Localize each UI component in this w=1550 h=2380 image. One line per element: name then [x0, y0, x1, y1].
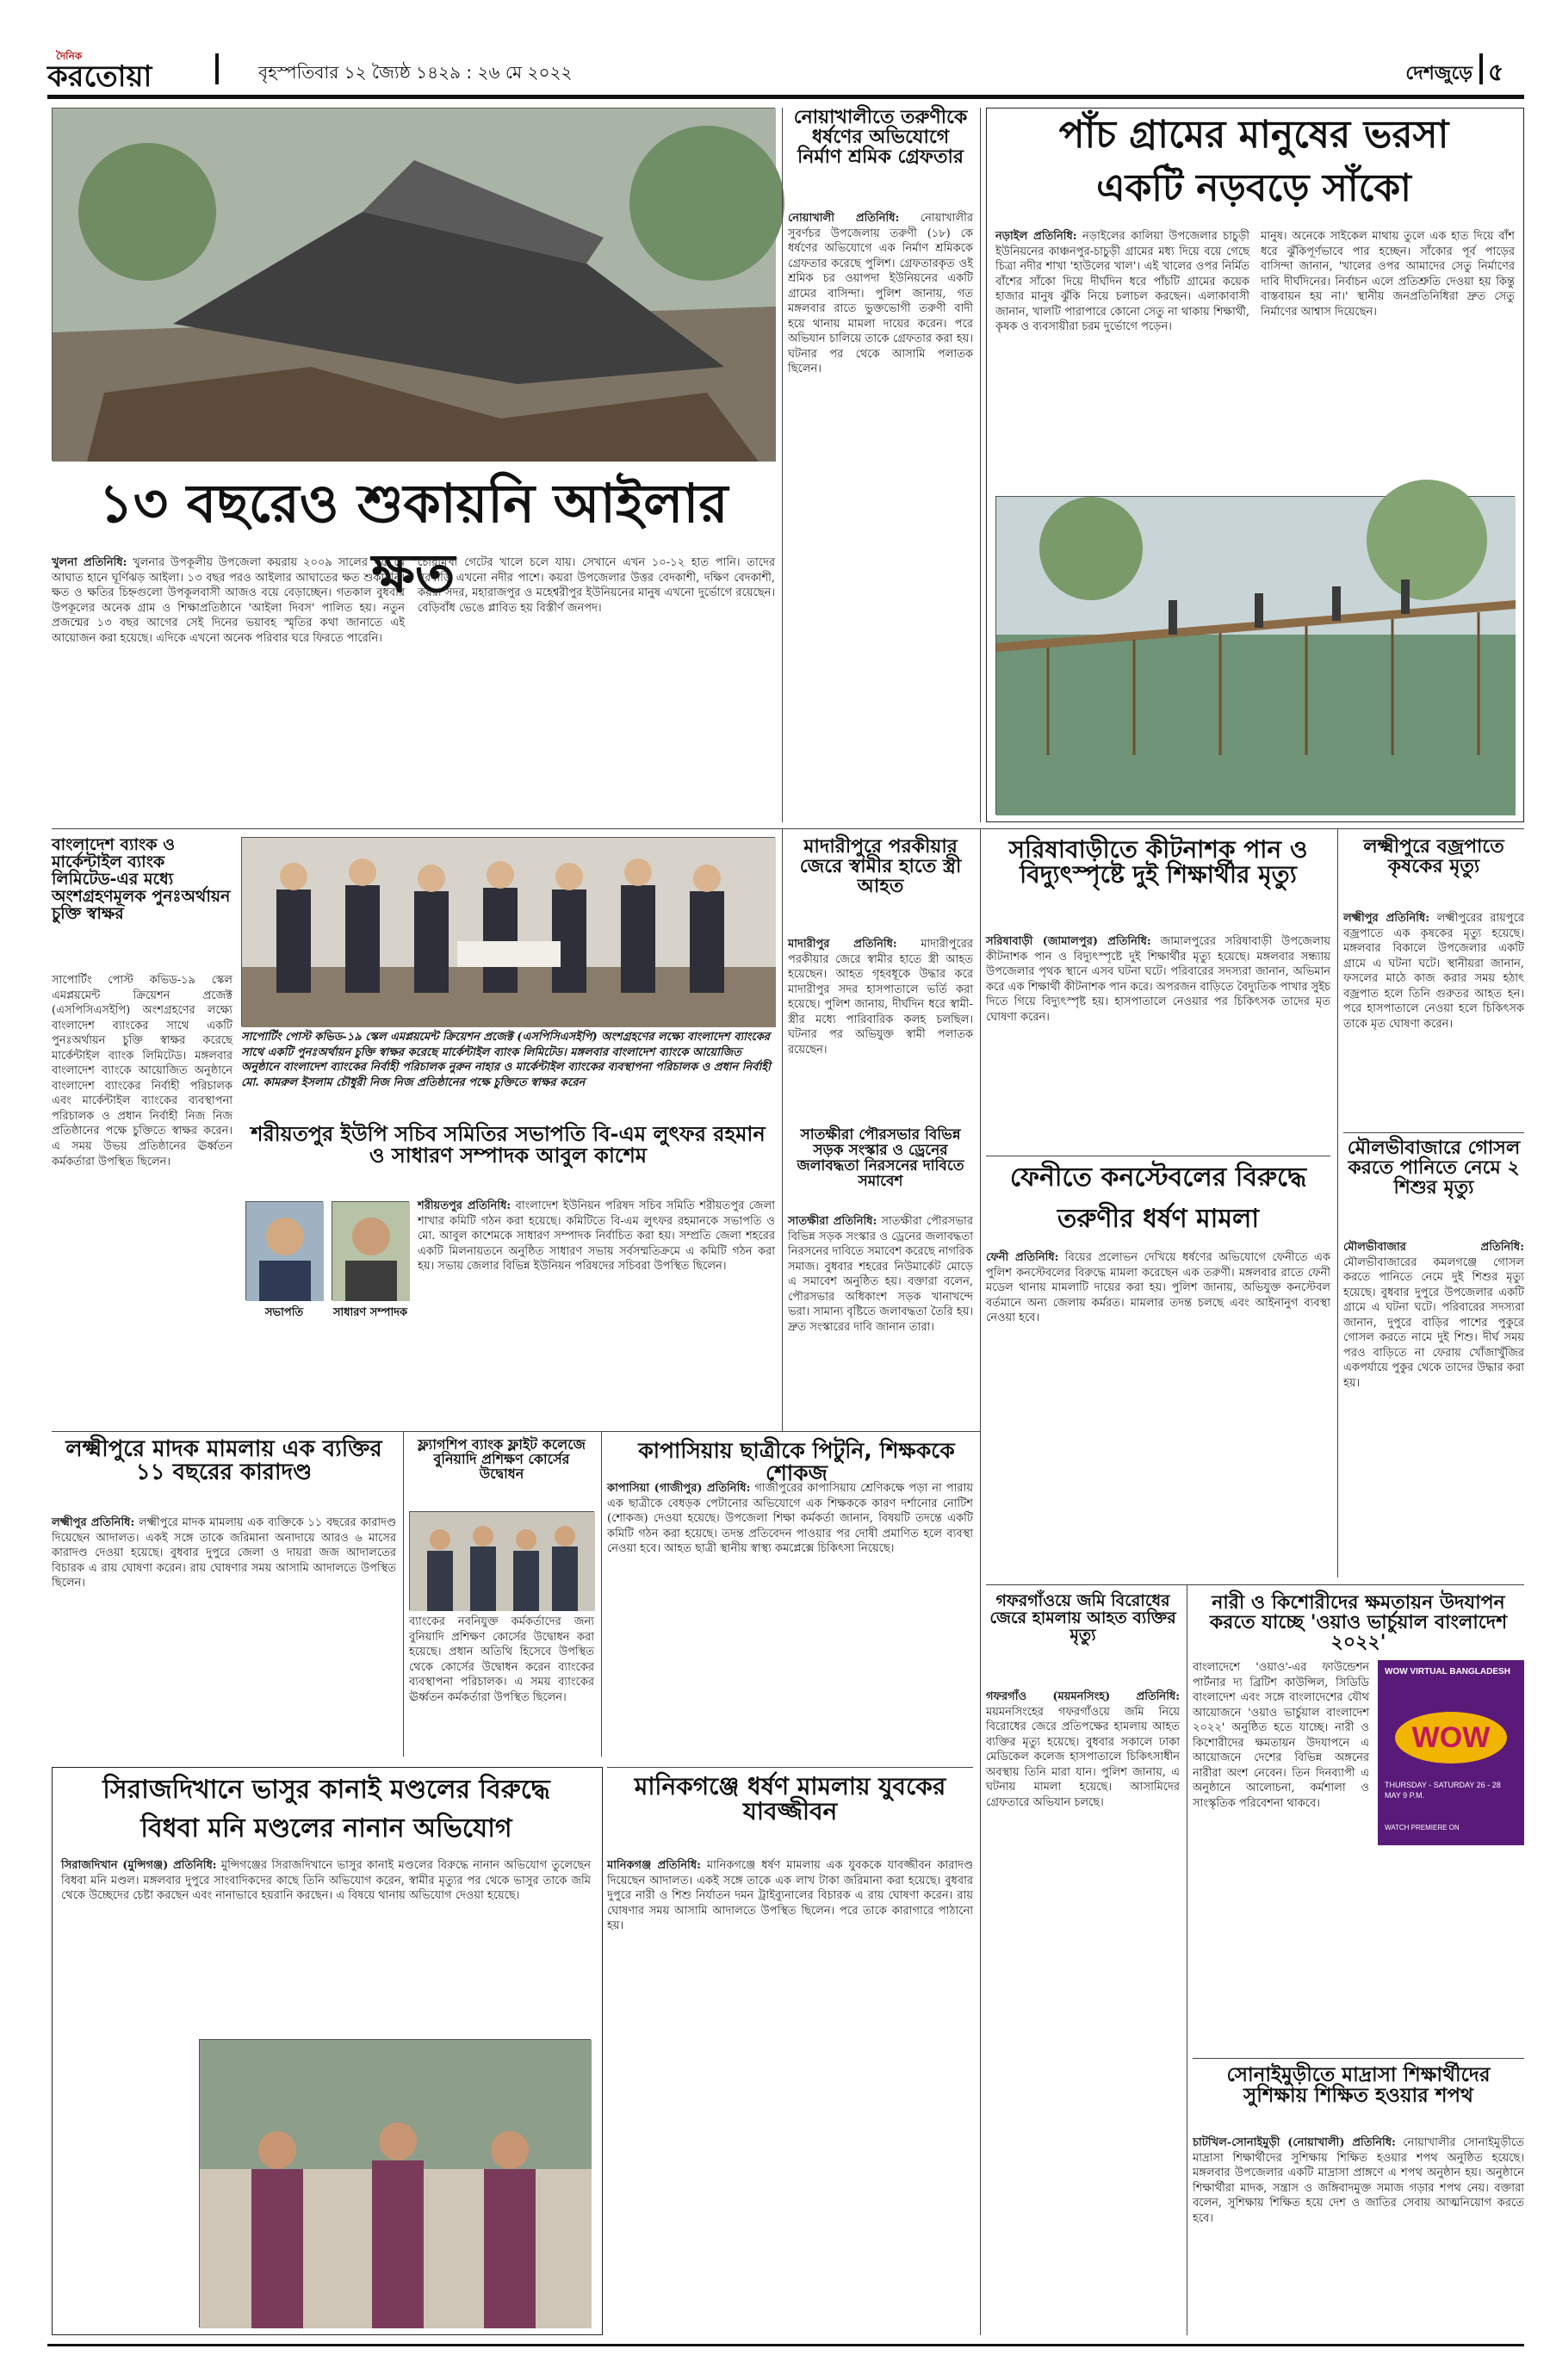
col-rule-5	[1337, 828, 1338, 1577]
lightning-headline: লক্ষ্মীপুরে বজ্রপাতে কৃষকের মৃত্যু	[1363, 836, 1504, 878]
drug-text: লক্ষ্মীপুরে মাদক মামলায় এক ব্যক্তিকে ১১ বছরের কারাদণ্ড দিয়েছেন আদালত। একই সঙ্গে তাকে জরিমানা অনাদায়ে আরও ৬ মাসের কারাদণ্ড দেওয়া হয়েছে। বুধবার দুপুরে জেলা ও দায়রা জজ আদালতের বিচারক এ রায় ঘোষণা করেন। রায় ঘোষণার সময় আসামি আদালতে উপস্থিত ছিলেন।	[52, 1516, 396, 1590]
aila-photo	[52, 108, 775, 461]
madaripur-byline: মাদারীপুর প্রতিনিধি:	[788, 938, 897, 951]
sirajdikhan-text: মুন্সিগঞ্জের সিরাজদিখানে ভাসুর কানাই মণ্ডলের বিরুদ্ধে নানান অভিযোগ তুলেছেন বিধবা মনি মণ্ডল। মঙ্গলবার দুপুরে সাংবাদিকদের কাছে তিনি অভিযোগ করেন, স্বামীর মৃত্যুর পর থেকে ভাসুর তাকে জমি থেকে উচ্ছেদের চেষ্টা করছেন এবং নানাভাবে হয়রানি করছেন। এ বিষয়ে থানায় অভিযোগ দেওয়া হয়েছে।	[61, 1859, 591, 1903]
bridge-headline-2: একটি নড়বড়ে সাঁকো	[1096, 166, 1411, 210]
aila-body-col1	[52, 555, 405, 822]
shariatpur-photo-1-label: সভাপতি	[264, 1306, 304, 1319]
col-rule-7	[601, 1431, 602, 1757]
masthead-divider-right	[1479, 53, 1483, 84]
feni-body	[986, 1250, 1330, 1577]
bank-photo	[241, 837, 775, 1026]
aila-byline: খুলনা প্রতিনিধি:	[52, 556, 127, 569]
bank-headline: বাংলাদেশ ব্যাংক ও মার্কেন্টাইল ব্যাংক লিমিটেড-এর মধ্যে অংশগ্রহণমূলক পুনঃঅর্থায়ন চুক্তি স্বাক্ষর	[52, 835, 231, 923]
kapasia-byline: কাপাসিয়া (গাজীপুর) প্রতিনিধি:	[607, 1482, 751, 1495]
training-session-illustration	[410, 1512, 595, 1611]
lightning-text: লক্ষ্মীপুরের রায়পুরে বজ্রপাতে এক কৃষকের মৃত্যু হয়েছে। মঙ্গলবার বিকালে উপজেলার একটি গ্রামে এ ঘটনা ঘটে। স্থানীয়রা জানান, ফসলের মাঠে কাজ করার সময় হঠাৎ বজ্রপাত হলে তিনি গুরুতর আহত হন। পরে হাসপাতালে নেওয়া হলে চিকিৎসক তাকে মৃত ঘোষণা করেন।	[1343, 912, 1524, 1031]
satkhira-body	[788, 1214, 973, 1425]
person-portrait-icon	[332, 1202, 410, 1301]
noakhali-body	[788, 211, 973, 822]
sarishabari-text: জামালপুরের সরিষাবাড়ী উপজেলায় কীটনাশক পান ও বিদ্যুৎস্পৃষ্টে দুই শিক্ষার্থীর মৃত্যু হয়েছে। মঙ্গলবার সন্ধ্যায় উপজেলার পৃথক স্থানে এসব ঘটনা ঘটে। পরিবারের সদস্যরা জানান, অভিমান করে এক শিক্ষার্থী কীটনাশক পান করে। অপরজন বাড়িতে বৈদ্যুতিক পাখার সুইচ দিতে গিয়ে বিদ্যুৎস্পৃষ্ট হয়। হাসপাতালে নেওয়ার পর চিকিৎসক তাদের মৃত ঘোষণা করেন।	[986, 935, 1331, 1024]
col-rule-1	[782, 108, 783, 822]
kapasia-headline: কাপাসিয়ায় ছাত্রীকে পিটুনি, শিক্ষককে শোকজ	[638, 1438, 955, 1486]
person-portrait-icon	[246, 1202, 324, 1301]
col-rule-6	[403, 1431, 404, 1757]
row-rule-5	[607, 1767, 973, 1768]
bank-text: সাপোর্টিং পোস্ট কভিড-১৯ স্কেল এমপ্লয়মেন্ট ক্রিয়েশন প্রজেক্ট (এসপিসিএসইপি) অংশগ্রহণের লক্ষ্যে বাংলাদেশ ব্যাংকের সাথে একটি পুনঃঅর্থায়ন চুক্তি স্বাক্ষর করেছে মার্কেন্টাইল ব্যাংক লিমিটেড। মঙ্গলবার বাংলাদেশ ব্যাংকে আয়োজিত অনুষ্ঠানে বাংলাদেশ ব্যাংকের নির্বাহী পরিচালক এবং মার্কেন্টাইল ব্যাংকের ব্যবস্থাপনা পরিচালক ও প্রধান নির্বাহী নিজ নিজ প্রতিষ্ঠানের পক্ষে চুক্তিতে স্বাক্ষর করেন। এ সময় উভয় প্রতিষ্ঠানের ঊর্ধ্বতন কর্মকর্তারা উপস্থিত ছিলেন।	[52, 974, 232, 1168]
shariatpur-photo-2	[332, 1201, 409, 1300]
sarishabari-byline: সরিষাবাড়ী (জামালপুর) প্রতিনিধি:	[986, 935, 1151, 948]
shariatpur-byline: শরীয়তপুর প্রতিনিধি:	[418, 1199, 512, 1212]
masthead-divider-left	[215, 53, 219, 84]
bridge-photo	[995, 496, 1515, 815]
sirajdikhan-headline-1: সিরাজদিখানে ভাসুর কানাই মণ্ডলের বিরুদ্ধে	[102, 1775, 550, 1805]
bottom-rule	[47, 2344, 1524, 2346]
flagship-headline: ফ্ল্যাগশিপ ব্যাংক ফ্লাইট কলেজে বুনিয়াদি প্রশিক্ষণ কোর্সের উদ্বোধন	[418, 1436, 586, 1482]
bank-body	[52, 973, 232, 1425]
logo	[47, 47, 207, 94]
satkhira-headline: সাতক্ষীরা পৌরসভার বিভিন্ন সড়ক সংস্কার ও ড্রেনের জলাবদ্ধতা নিরসনের দাবিতে সমাবেশ	[797, 1126, 964, 1190]
row-rule-4	[1193, 2058, 1524, 2059]
masthead	[0, 0, 1550, 94]
shariatpur-headline: শরীয়তপুর ইউপি সচিব সমিতির সভাপতি বি-এম লুৎফর রহমান ও সাধারণ সম্পাদক আবুল কাশেম	[251, 1122, 766, 1168]
bank-caption: সাপোর্টিং পোস্ট কভিড-১৯ স্কেল এমপ্লয়মেন্ট ক্রিয়েশন প্রজেক্ট (এসপিসিএসইপি) অংশগ্রহণের লক্ষ্যে বাংলাদেশ ব্যাংকের সাথে একটি পুনঃঅর্থায়ন চুক্তি স্বাক্ষর করেছে মার্কেন্টাইল ব্যাংক লিমিটেড। মঙ্গলবার বাংলাদেশ ব্যাংকে আয়োজিত অনুষ্ঠানে বাংলাদেশ ব্যাংকের নির্বাহী পরিচালক নুরুন নাহার ও মার্কেন্টাইল ব্যাংকের ব্যবস্থাপনা পরিচালক ও প্রধান নির্বাহী মো. কামরুল ইসলাম চৌধুরী নিজ নিজ প্রতিষ্ঠানের পক্ষে চুক্তিতে স্বাক্ষর করেন	[241, 1031, 771, 1089]
manikganj-body	[607, 1858, 973, 2335]
bridge-headline-1: পাঁচ গ্রামের মানুষের ভরসা	[1058, 113, 1449, 157]
wow-ad-dates: THURSDAY - SATURDAY 26 - 28 MAY 9 P.M.	[1385, 1781, 1501, 1800]
signing-ceremony-illustration	[242, 838, 776, 1027]
sirajdikhan-article	[52, 1767, 603, 2335]
family-group-illustration	[200, 2040, 592, 2328]
satkhira-text: সাতক্ষীরা পৌরসভার বিভিন্ন সড়ক সংস্কার ও ড্রেনের জলাবদ্ধতা নিরসনের দাবিতে সমাবেশ করেছে নাগরিক সমাজ। বুধবার শহরের নিউমার্কেট মোড়ে এ সমাবেশ অনুষ্ঠিত হয়। বক্তারা বলেন, পৌরসভার অধিকাংশ সড়ক খানাখন্দে ভরা। সামান্য বৃষ্টিতে জলাবদ্ধতা তৈরি হয়। দ্রুত সংস্কারের দাবি জানান তারা।	[788, 1215, 973, 1334]
women-text: বাংলাদেশে 'ওয়াও'-এর ফাউন্ডেশন পার্টনার দ্য ব্রিটিশ কাউন্সিল, সিডিডি বাংলাদেশ এবং সঙ্গে বাংলাদেশের যৌথ আয়োজনে 'ওয়াও ভার্চুয়াল বাংলাদেশ ২০২২' অনুষ্ঠিত হতে যাচ্ছে। নারী ও কিশোরীদের ক্ষমতায়ন উদযাপনে এ আয়োজনে দেশের বিভিন্ন অঙ্গনের নারীরা অংশ নেবেন। তিন দিনব্যাপী এ অনুষ্ঠানে আলোচনা, কর্মশালা ও সাংস্কৃতিক পরিবেশনা থাকবে।	[1193, 1661, 1369, 1810]
lightning-rule	[1343, 1132, 1524, 1133]
row-rule-3	[986, 1584, 1524, 1585]
bridge-article	[986, 108, 1524, 822]
bridge-byline: নড়াইল প্রতিনিধি:	[995, 230, 1077, 243]
aila-text-2: চোরামুখা গেটের খালে চলে যায়। সেখানে এখন ১০-১২ হাত পানি। তাদের ঘরবাড়ি এখনো নদীর পাশে। কয়রা উপজেলার উত্তর বেদকাশী, দক্ষিণ বেদকাশী, কয়রা সদর, মহারাজপুর ও মহেশ্বরীপুর ইউনিয়নের মানুষ এখনো দুর্ভোগে রয়েছেন। বেড়িবাঁধ ভেঙে প্লাবিত হয় বিস্তীর্ণ জনপদ।	[418, 556, 775, 615]
lightning-byline: লক্ষ্মীপুর প্রতিনিধি:	[1343, 912, 1430, 925]
moulvibazar-headline: মৌলভীবাজারে গোসল করতে পানিতে নেমে ২ শিশুর মৃত্যু	[1347, 1137, 1521, 1199]
page-number: ৫	[1488, 58, 1504, 86]
shariatpur-body	[418, 1199, 775, 1425]
issue-date: বৃহস্পতিবার ১২ জ্যৈষ্ঠ ১৪২৯ : ২৬ মে ২০২২	[258, 62, 573, 83]
feni-byline: ফেনী প্রতিনিধি:	[986, 1251, 1059, 1264]
flagship-text: ব্যাংকের নবনিযুক্ত কর্মকর্তাদের জন্য বুনিয়াদি প্রশিক্ষণ কোর্সের উদ্বোধন করা হয়েছে। প্রধান অতিথি হিসেবে উপস্থিত থেকে কোর্সের উদ্বোধন করেন ব্যাংকের ব্যবস্থাপনা পরিচালক। এ সময় ব্যাংকের ঊর্ধ্বতন কর্মকর্তারা উপস্থিত ছিলেন।	[409, 1615, 594, 1704]
bamboo-bridge-illustration	[996, 497, 1516, 815]
feni-headline-2: তরুণীর ধর্ষণ মামলা	[1057, 1204, 1260, 1234]
row-rule-1	[52, 828, 1524, 829]
bridge-body-col2	[1261, 229, 1515, 487]
drug-body	[52, 1515, 396, 1757]
col-rule-8	[980, 1431, 981, 2335]
sirajdikhan-headline-2: বিধবা মনি মণ্ডলের নানান অভিযোগ	[140, 1813, 512, 1844]
sonaimuri-body	[1193, 2135, 1524, 2335]
aila-body-col2	[418, 555, 775, 822]
madaripur-headline: মাদারীপুরে পরকীয়ার জেরে স্বামীর হাতে স্ত্রী আহত	[799, 836, 962, 898]
logo-small: দৈনিক	[56, 50, 83, 62]
moulvibazar-text: মৌলভীবাজারের কমলগঞ্জে গোসল করতে পানিতে নেমে দুই শিশুর মৃত্যু হয়েছে। বুধবার দুপুরে উপজেলার একটি গ্রামে এ ঘটনা ঘটে। পরিবারের সদস্যরা জানান, দুপুরে বাড়ির পাশের পুকুরে গোসল করতে নামে দুই শিশু। দীর্ঘ সময় পরও বাড়িতে না ফেরায় খোঁজাখুঁজির একপর্যায়ে পুকুর থেকে তাদের উদ্ধার করা হয়।	[1343, 1255, 1524, 1390]
flagship-body	[409, 1615, 594, 1757]
bridge-body-col1	[995, 229, 1249, 487]
moulvibazar-byline: মৌলভীবাজার প্রতিনিধি:	[1343, 1241, 1524, 1254]
women-headline: নারী ও কিশোরীদের ক্ষমতায়ন উদযাপন করতে যাচ্ছে 'ওয়াও ভার্চুয়াল বাংলাদেশ ২০২২'	[1209, 1592, 1508, 1654]
sonaimuri-headline: সোনাইমুড়ীতে মাদ্রাসা শিক্ষার্থীদের সুশিক্ষায় শিক্ষিত হওয়ার শপথ	[1226, 2064, 1491, 2108]
bridge-text-2: মানুষ। অনেকে সাইকেল মাথায় তুলে এক হাত দিয়ে বাঁশ ধরে ঝুঁকিপূর্ণভাবে পার হচ্ছেন। সাঁকোর পূর্ব পাড়ের বাসিন্দা জানান, 'খালের ওপর আমাদের সেতু নির্মাণের দাবি দীর্ঘদিনের। নির্বাচন এলে প্রতিশ্রুতি দেওয়া হয় কিন্তু বাস্তবায়ন হয় না।' স্থানীয় জনপ্রতিনিধিরা দ্রুত সেতু নির্মাণের আশ্বাস দিয়েছেন।	[1261, 230, 1515, 319]
shariatpur-photo-1	[245, 1201, 323, 1300]
aila-headline: ১৩ বছরেও শুকায়নি আইলার ক্ষত	[98, 472, 728, 604]
kapasia-text: গাজীপুরের কাপাসিয়ায় শ্রেণিকক্ষে পড়া না পারায় এক ছাত্রীকে বেধড়ক পেটানোর অভিযোগে এক শিক্ষককে কারণ দর্শানোর নোটিশ (শোকজ) দেওয়া হয়েছে। উপজেলা শিক্ষা কর্মকর্তা জানান, বিষয়টি তদন্তে একটি কমিটি গঠন করা হয়েছে। তদন্ত প্রতিবেদন পাওয়ার পর দোষী প্রমাণিত হলে ব্যবস্থা নেওয়া হবে। আহত ছাত্রী স্থানীয় স্বাস্থ্য কমপ্লেক্সে চিকিৎসা নিয়েছে।	[607, 1482, 973, 1556]
flagship-photo	[409, 1511, 594, 1610]
col-rule-2	[980, 108, 981, 822]
wow-ad-logo: WOW	[1395, 1712, 1507, 1763]
satkhira-byline: সাতক্ষীরা প্রতিনিধি:	[788, 1215, 877, 1228]
shariatpur-photo-2-label: সাধারণ সম্পাদক	[332, 1306, 408, 1319]
manikganj-headline: মানিকগঞ্জে ধর্ষণ মামলায় যুবকের যাবজ্জীবন	[634, 1772, 946, 1826]
women-body	[1193, 1660, 1369, 2048]
col-rule-3	[782, 828, 783, 1431]
shariatpur-text: বাংলাদেশ ইউনিয়ন পরিষদ সচিব সমিতি শরীয়তপুর জেলা শাখার কমিটি গঠন করা হয়েছে। কমিটিতে বি-এম লুৎফর রহমানকে সভাপতি ও মো. আবুল কাশেমকে সাধারণ সম্পাদক নির্বাচিত করা হয়। সম্প্রতি জেলা শহরের একটি মিলনায়তনে অনুষ্ঠিত সাধারণ সভায় সর্বসম্মতিক্রমে এ কমিটি গঠন করা হয়। সভায় জেলার বিভিন্ন ইউনিয়ন পরিষদের সচিবরা উপস্থিত ছিলেন।	[418, 1199, 775, 1274]
manikganj-text: মানিকগঞ্জে ধর্ষণ মামলায় এক যুবককে যাবজ্জীবন কারাদণ্ড দিয়েছেন আদালত। একই সঙ্গে তাকে এক লাখ টাকা জরিমানা করা হয়েছে। বুধবার দুপুরে নারী ও শিশু নির্যাতন দমন ট্রাইব্যুনালের বিচারক এ রায় ঘোষণা করেন। রায় ঘোষণার সময় আসামি আদালতে উপস্থিত ছিলেন। পরে তাকে কারাগারে পাঠানো হয়।	[607, 1859, 973, 1933]
drug-byline: লক্ষ্মীপুর প্রতিনিধি:	[52, 1516, 135, 1529]
masthead-rule	[47, 95, 1524, 99]
noakhali-headline: নোয়াখালীতে তরুণীকে ধর্ষণের অভিযোগে নির্মাণ শ্রমিক গ্রেফতার	[793, 107, 968, 169]
wow-ad-sub: WATCH PREMIERE ON	[1385, 1824, 1460, 1831]
noakhali-text: নোয়াখালীর সুবর্ণচর উপজেলায় তরুণী (১৮) কে ধর্ষণের অভিযোগে এক নির্মাণ শ্রমিককে গ্রেফতার করেছে পুলিশ। গ্রেফতারকৃত ওই শ্রমিক চর ওয়াপদা ইউনিয়নের একটি গ্রামের বাসিন্দা। পুলিশ জানায়, গত মঙ্গলবার রাতে ভুক্তভোগী তরুণী বাদী হয়ে থানায় মামলা দায়ের করেন। পরে অভিযান চালিয়ে তাকে গ্রেফতার করা হয়। ঘটনার পর থেকে আসামি পলাতক ছিলেন।	[788, 212, 973, 376]
drug-headline: লক্ষ্মীপুরে মাদক মামলায় এক ব্যক্তির ১১ বছরের কারাদণ্ড	[65, 1436, 382, 1486]
wow-advert	[1378, 1660, 1524, 1845]
logo-big: করতোয়া	[47, 59, 152, 94]
moulvibazar-body	[1343, 1240, 1524, 1576]
feni-text: বিয়ের প্রলোভন দেখিয়ে ধর্ষণের অভিযোগে ফেনীতে এক পুলিশ কনস্টেবলের বিরুদ্ধে মামলা করেছেন এক তরুণী। মঙ্গলবার রাতে ফেনী মডেল থানায় মামলাটি দায়ের করা হয়। পুলিশ জানায়, অভিযুক্ত কনস্টেবল বর্তমানে অন্য জেলায় কর্মরত। মামলার তদন্ত চলছে এবং আইনানুগ ব্যবস্থা নেওয়া হবে।	[986, 1251, 1330, 1325]
row-rule-2	[52, 1431, 980, 1432]
noakhali-byline: নোয়াখালী প্রতিনিধি:	[788, 212, 900, 225]
wow-ad-title: WOW VIRTUAL BANGLADESH	[1385, 1667, 1510, 1677]
bridge-text-1: নড়াইলের কালিয়া উপজেলার চাচুড়ী ইউনিয়নের কাঞ্চনপুর-চাচুড়ী গ্রামের মধ্য দিয়ে বয়ে গেছে চিত্রা নদীর শাখা 'হাউলের খাল'। এই খালের ওপর নির্মিত বাঁশের সাঁকো দিয়ে দীর্ঘদিন ধরে পাঁচটি গ্রামের কয়েক হাজার মানুষ ঝুঁকি নিয়ে চলাচল করছেন। এলাকাবাসী জানান, খালটি পারাপারে কোনো সেতু না থাকায় শিক্ষার্থী, কৃষক ও ব্যবসায়ীরা চরম দুর্ভোগে পড়েন।	[995, 230, 1249, 334]
gafargaon-byline: গফরগাঁও (ময়মনসিংহ) প্রতিনিধি:	[986, 1690, 1180, 1703]
sarishabari-body	[986, 934, 1330, 1150]
section-name: দেশজুড়ে	[1405, 63, 1472, 84]
gafargaon-body	[986, 1689, 1180, 2335]
kapasia-body	[607, 1481, 973, 1757]
sonaimuri-text: নোয়াখালীর সোনাইমুড়ীতে মাদ্রাসা শিক্ষার্থীদের সুশিক্ষায় শিক্ষিত হওয়ার শপথ অনুষ্ঠিত হয়েছে। মঙ্গলবার উপজেলার একটি মাদ্রাসা প্রাঙ্গণে এ শপথ অনুষ্ঠান হয়। অনুষ্ঠানে শিক্ষার্থীরা মাদক, সন্ত্রাস ও জঙ্গিবাদমুক্ত সমাজ গড়ার শপথ নেয়। বক্তারা বলেন, সুশিক্ষায় শিক্ষিত হয়ে দেশ ও জাতির সেবায় আত্মনিয়োগ করতে হবে।	[1193, 2136, 1524, 2225]
manikganj-byline: মানিকগঞ্জ প্রতিনিধি:	[607, 1859, 701, 1872]
sirajdikhan-byline: সিরাজদিখান (মুন্সিগঞ্জ) প্রতিনিধি:	[61, 1859, 217, 1872]
gafargaon-text: ময়মনসিংহের গফরগাঁওয়ে জমি নিয়ে বিরোধের জেরে প্রতিপক্ষের হামলায় আহত ব্যক্তির মৃত্যু হয়েছে। বুধবার সকালে ঢাকা মেডিকেল কলেজ হাসপাতালে চিকিৎসাধীন অবস্থায় তিনি মারা যান। পুলিশ জানায়, এ ঘটনায় মামলা হয়েছে। আসামিদের গ্রেফতারে অভিযান চলছে।	[986, 1705, 1180, 1809]
lightning-body	[1343, 911, 1524, 1126]
gafargaon-headline: গফরগাঁওয়ে জমি বিরোধের জেরে হামলায় আহত ব্যক্তির মৃত্যু	[989, 1591, 1176, 1645]
sarishabari-headline: সরিষাবাড়ীতে কীটনাশক পান ও বিদ্যুৎস্পৃষ্টে দুই শিক্ষার্থীর মৃত্যু	[1008, 835, 1308, 889]
sirajdikhan-photo	[199, 2039, 591, 2327]
feni-headline-1: ফেনীতে কনস্টেবলের বিরুদ্ধে	[1009, 1162, 1307, 1193]
madaripur-body	[788, 937, 973, 1118]
madaripur-text: মাদারীপুরের পরকীয়ার জেরে স্বামীর হাতে স্ত্রী আহত হয়েছেন। আহত গৃহবধূকে উদ্ধার করে মাদারীপুর সদর হাসপাতালে ভর্তি করা হয়েছে। পুলিশ জানায়, দীর্ঘদিন ধরে স্বামী-স্ত্রীর মধ্যে পারিবারিক কলহ চলছিল। ঘটনার পর অভিযুক্ত স্বামী পলাতক রয়েছেন।	[788, 938, 973, 1057]
aila-text-1: খুলনার উপকূলীয় উপজেলা কয়রায় ২০০৯ সালের ২৫ মে আঘাত হানে ঘূর্ণিঝড় আইলা। ১৩ বছর পরও আইলার আঘাতের ক্ষত শুকায়নি। ক্ষত ও ক্ষতির চিহ্নগুলো উপকূলবাসী আজও বয়ে বেড়াচ্ছেন। গতকাল বুধবার উপকূলের অনেক গ্রাম ও শিক্ষাপ্রতিষ্ঠানে 'আইলা দিবস' পালিত হয়। নতুন প্রজন্মের ১৩ বছর আগের সেই দিনের ভয়াবহ স্মৃতির কথা জানাতে এই আয়োজন করা হয়েছে। এদিকে এখনো অনেক পরিবার ঘরে ফিরতে পারেনি।	[52, 556, 405, 645]
sirajdikhan-body	[61, 1858, 591, 2030]
col-rule-4	[980, 828, 981, 1431]
sonaimuri-byline: চাটখিল-সোনাইমুড়ী (নোয়াখালী) প্রতিনিধি:	[1193, 2136, 1396, 2149]
broken-house-illustration	[53, 108, 776, 462]
